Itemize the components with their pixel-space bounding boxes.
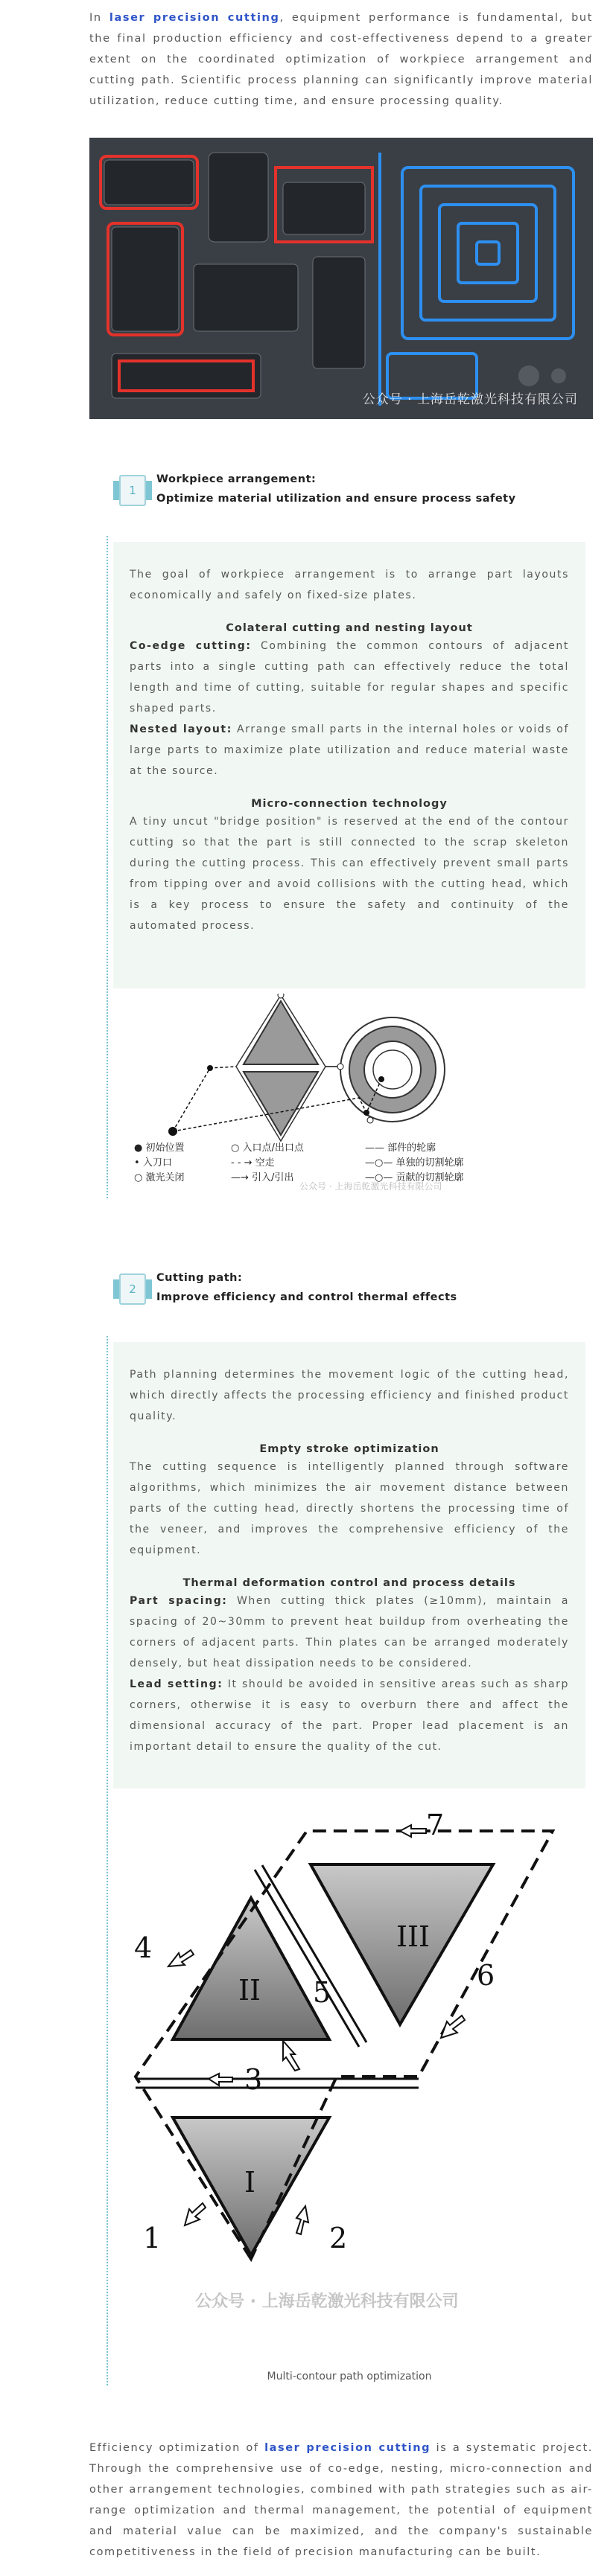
step-label: 4 [134,1931,153,1964]
legend-item: —○— 贡献的切割轮廓 [365,1172,464,1183]
figure2-caption: Multi-contour path optimization [267,2371,432,2382]
step-label: 1 [143,2222,162,2254]
roman-label: II [238,1974,261,2007]
section1-title: Workpiece arrangement: [156,473,317,485]
step-label: 5 [313,1976,331,2009]
section1-intro: The goal of workpiece arrangement is to arrange part layouts economically and safely on fixed-size plates. [130,569,569,601]
section1-card [113,542,585,988]
section2-header [112,1269,588,1305]
outro-paragraph [89,2438,593,2563]
lead-setting-label: Lead setting: [130,1678,223,1690]
legend-item: ● 初始位置 [134,1142,185,1154]
outro-prefix: Efficiency optimization of [89,2442,265,2454]
lead-setting-item [130,1674,569,1757]
section2-card [113,1342,585,1789]
laser-cut-plate-illustration [89,138,593,419]
section1-heading-nesting: Colateral cutting and nesting layout [226,622,473,634]
part-spacing-label: Part spacing: [130,1595,228,1607]
section1-subtitle: Optimize material utilization and ensure process safety [156,493,516,505]
part-spacing-item [130,1591,569,1674]
intro-paragraph [89,7,593,112]
figure2-watermark: 公众号 · 上海岳乾激光科技有限公司 [195,2292,459,2311]
empty-stroke-text: The cutting sequence is intelligently planned through software algorithms, which minimizes the air movement distance between parts of the cutting head, directly shortens the processing time of the veneer, and improves the comprehensive efficiency of the equipment. [130,1461,569,1556]
legend-item: • 入刀口 [134,1157,172,1169]
lead-setting-text: It should be avoided in sensitive areas such as sharp corners, otherwise it is easy to overburn there and affect the dimensional accuracy of the part. Proper lead placement is an important detail to ensure the quality of the cut. [130,1678,569,1753]
hero-watermark: 公众号 · 上海岳乾激光科技有限公司 [362,392,578,407]
nested-label: Nested layout: [130,723,232,735]
micro-connection-text: A tiny uncut "bridge position" is reserved at the end of the contour cutting so that the part is still connected to the scrap skeleton during the cutting process. This can effectively prevent small parts from tipping over and avoid collisions with the cutting head, which is a key process to ensure the safety and continuity of the automated process. [130,816,569,932]
step-label: 2 [329,2222,348,2254]
roman-label: I [244,2166,256,2199]
section1-header [112,470,588,506]
step-label: 7 [426,1809,445,1841]
step-label: 6 [477,1959,495,1992]
legend-item: —— 部件的轮廓 [365,1142,436,1154]
part-spacing-text: When cutting thick plates (≥10mm), maintain a spacing of 20~30mm to prevent heat buildup from overheating the corners of adjacent parts. Thin plates can be arranged moderately densely, but heat dissipation needs to be considered. [130,1595,569,1669]
hero-image [89,138,593,419]
legend-item: - - → 空走 [231,1157,275,1169]
section-number: 2 [129,1282,136,1296]
co-edge-item [130,636,569,719]
roman-label: III [396,1920,431,1953]
intro-link[interactable]: laser precision cutting [109,12,280,24]
legend-item: ○ 激光关闭 [134,1172,185,1183]
legend-item: ○ 入口点/出口点 [231,1142,304,1154]
co-edge-text: Combining the common contours of adjacent parts into a single cutting path can effectively reduce the total length and time of cutting, suitable for regular shapes and specific shaped parts. [130,640,569,715]
nested-text: Arrange small parts in the internal holes or voids of large parts to maximize plate utilization and reduce material waste at the source. [130,723,569,777]
figure2 [113,1801,585,2367]
figure1 [113,994,585,1213]
co-edge-label: Co-edge cutting: [130,640,252,652]
section2-divider [107,1336,108,2385]
legend-item: —○— 单独的切割轮廓 [365,1157,464,1169]
section2-heading-empty: Empty stroke optimization [259,1443,439,1455]
section-number-badge [112,475,153,506]
outro-text: is a systematic project. Through the comprehensive use of co-edge, nesting, micro-connection and other arrangement technologies, combined with path strategies such as air-range optimization and thermal management, the potential of equipment and material value can be maximized, and the company's sustainable competitiveness in the field of precision manufacturing can be built. [89,2442,593,2558]
section1-heading-micro: Micro-connection technology [251,798,448,810]
figure2-labels [113,1801,585,2367]
section2-title: Cutting path: [156,1272,243,1284]
step-label: 3 [244,2063,263,2096]
section-number: 1 [129,484,136,497]
section-number-badge [112,1273,153,1305]
section2-heading-thermal: Thermal deformation control and process details [182,1577,516,1589]
intro-text: , equipment performance is fundamental, but the final production efficiency and cost-effectiveness depend to a greater extent on the coordinated optimization of workpiece arrangement and cutting path. Scientific process planning can significantly improve material utilization, reduce cutting time, and ensure processing quality. [89,12,593,107]
intro-prefix: In [89,12,109,24]
section2-intro: Path planning determines the movement logic of the cutting head, which directly affects the processing efficiency and finished product quality. [130,1369,569,1422]
legend-item: —→ 引入/引出 [231,1172,294,1183]
section2-subtitle: Improve efficiency and control thermal effects [156,1291,457,1303]
outro-link[interactable]: laser precision cutting [264,2442,431,2454]
section1-divider [107,536,108,1198]
figure1-watermark: 公众号 · 上海岳乾激光科技有限公司 [299,1181,442,1192]
nested-item [130,719,569,782]
